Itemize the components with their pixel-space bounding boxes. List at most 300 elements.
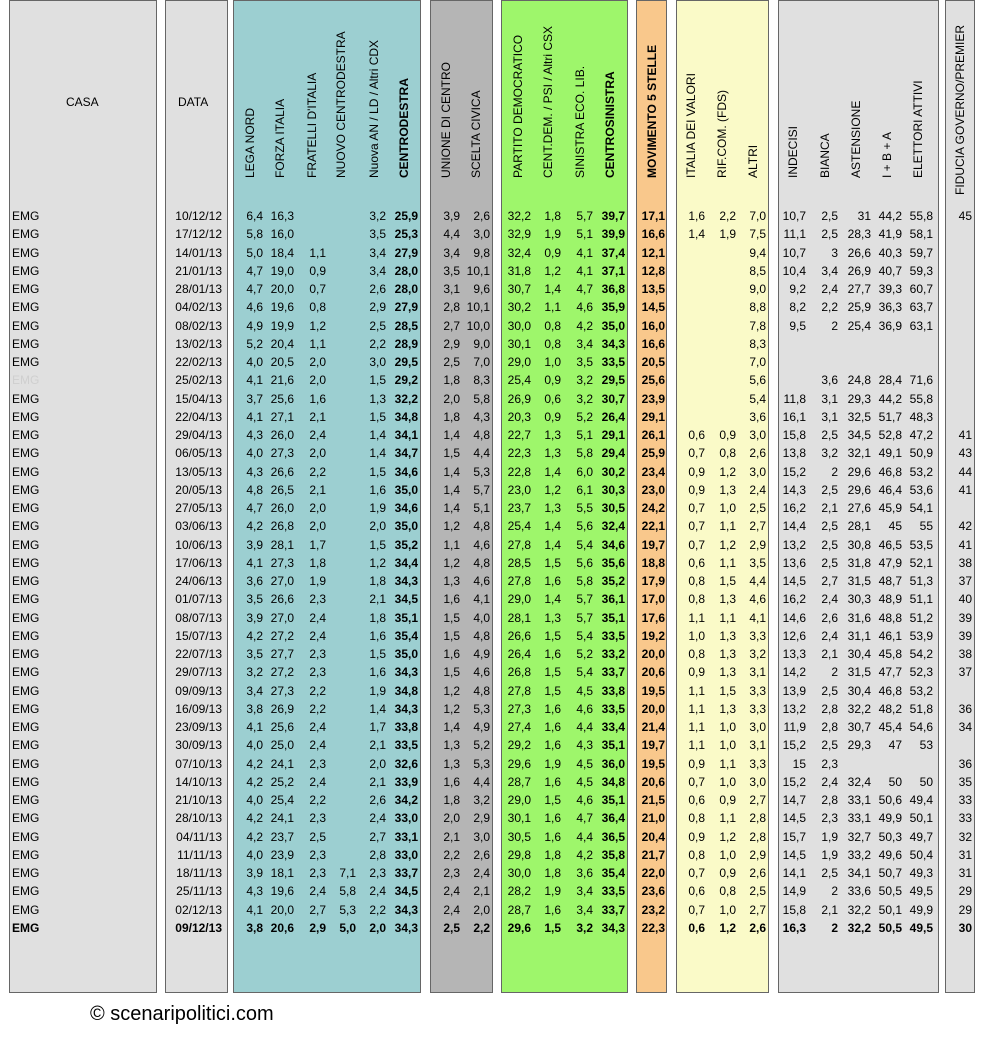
cell-fiducia: 45 bbox=[958, 209, 972, 223]
cell-centrodestra: 34,3 bbox=[394, 701, 418, 716]
cell-idv: 0,8 bbox=[688, 847, 705, 862]
cell-sel: 4,5 bbox=[576, 774, 593, 789]
cell-idv: 0,7 bbox=[688, 902, 705, 917]
cell-elettori: 50,4 bbox=[909, 847, 933, 862]
cell-altri: 3,5 bbox=[749, 555, 766, 570]
cell-sc: 2,6 bbox=[473, 209, 490, 223]
cell-forza: 26,8 bbox=[270, 519, 294, 534]
cell-elettori: 51,1 bbox=[909, 592, 933, 607]
cell-astensione: 24,8 bbox=[847, 373, 871, 388]
cell-lega: 3,9 bbox=[246, 537, 263, 552]
cell-altri: 2,6 bbox=[749, 446, 766, 461]
cell-astensione: 32,2 bbox=[847, 701, 871, 716]
cell-altri: 3,0 bbox=[749, 464, 766, 479]
cell-centdem: 0,9 bbox=[544, 245, 561, 260]
cell-centdem: 1,4 bbox=[544, 464, 561, 479]
cell-astensione: 30,4 bbox=[847, 683, 871, 698]
cell-elettori: 49,5 bbox=[909, 884, 933, 899]
cell-casa: EMG bbox=[12, 464, 40, 479]
cell-elettori: 71,6 bbox=[909, 373, 933, 388]
cell-sel: 4,7 bbox=[576, 811, 593, 826]
cell-centrodestra: 34,3 bbox=[394, 665, 418, 680]
cell-indecisi: 11,1 bbox=[783, 227, 806, 242]
cell-m5s: 21,5 bbox=[641, 793, 665, 807]
cell-centrodestra: 35,0 bbox=[394, 482, 418, 497]
cell-elettori: 50,1 bbox=[909, 811, 933, 826]
cell-bianca: 1,9 bbox=[821, 847, 838, 862]
cell-udc: 1,8 bbox=[443, 409, 460, 424]
cell-forza: 19,9 bbox=[270, 318, 294, 333]
cell-sc: 5,7 bbox=[473, 482, 490, 497]
cell-lega: 4,7 bbox=[246, 501, 263, 515]
cell-bianca: 2,5 bbox=[821, 738, 838, 753]
cell-sel: 5,4 bbox=[576, 665, 593, 680]
cell-forza: 26,0 bbox=[270, 501, 294, 515]
cell-centrosinistra: 35,4 bbox=[601, 866, 625, 880]
cell-centdem: 1,6 bbox=[544, 829, 561, 844]
cell-centdem: 1,6 bbox=[544, 647, 561, 661]
cell-rif: 1,1 bbox=[719, 555, 736, 570]
cell-forza: 16,3 bbox=[270, 209, 294, 223]
cell-sel: 5,4 bbox=[576, 628, 593, 643]
cell-centdem: 1,6 bbox=[544, 811, 561, 826]
cell-casa: EMG bbox=[12, 793, 40, 807]
cell-sel: 3,4 bbox=[576, 336, 593, 351]
cell-astensione: 29,3 bbox=[847, 391, 871, 406]
cell-ibA: 50,1 bbox=[878, 902, 902, 917]
cell-elettori: 52,1 bbox=[909, 555, 933, 570]
cell-indecisi: 15,2 bbox=[782, 464, 806, 479]
cell-centrodestra: 34,2 bbox=[394, 793, 418, 807]
cell-bianca: 3,4 bbox=[821, 263, 838, 278]
cell-idv: 1,0 bbox=[688, 628, 705, 643]
cell-astensione: 33,1 bbox=[847, 793, 871, 807]
cell-centrosinistra: 33,4 bbox=[601, 720, 625, 734]
cell-forza: 19,6 bbox=[270, 300, 294, 315]
cell-nuova-an: 2,8 bbox=[369, 847, 386, 862]
cell-centdem: 0,6 bbox=[544, 391, 561, 406]
cell-sc: 7,0 bbox=[473, 355, 490, 369]
cell-forza: 20,0 bbox=[270, 902, 294, 917]
cell-nuova-an: 2,2 bbox=[369, 902, 386, 917]
cell-casa: EMG bbox=[12, 738, 40, 753]
cell-casa: EMG bbox=[12, 519, 40, 534]
cell-ibA: 46,5 bbox=[878, 537, 902, 552]
cell-pd: 27,8 bbox=[507, 574, 531, 588]
cell-udc: 1,5 bbox=[443, 446, 460, 461]
cell-nuova-an: 2,9 bbox=[369, 300, 386, 315]
cell-fdi: 2,3 bbox=[309, 847, 326, 862]
cell-data: 09/12/13 bbox=[175, 920, 222, 935]
cell-pd: 26,8 bbox=[507, 665, 531, 680]
cell-nuova-an: 2,1 bbox=[369, 738, 386, 753]
cell-udc: 1,3 bbox=[443, 574, 460, 588]
cell-nuova-an: 3,2 bbox=[369, 209, 386, 223]
cell-elettori: 55 bbox=[919, 519, 933, 534]
cell-pd: 20,3 bbox=[507, 409, 531, 424]
cell-pd: 30,7 bbox=[507, 282, 531, 296]
cell-sel: 5,6 bbox=[576, 555, 593, 570]
cell-elettori: 55,8 bbox=[909, 209, 933, 223]
cell-lega: 4,7 bbox=[246, 263, 263, 278]
cell-casa: EMG bbox=[12, 647, 40, 661]
cell-fiducia: 43 bbox=[958, 446, 972, 461]
cell-fdi: 2,3 bbox=[309, 866, 326, 880]
cell-ibA: 48,2 bbox=[878, 701, 902, 716]
cell-bianca: 2 bbox=[831, 464, 838, 479]
cell-casa: EMG bbox=[12, 336, 40, 351]
cell-centdem: 1,3 bbox=[544, 501, 561, 515]
cell-udc: 3,9 bbox=[443, 209, 460, 223]
cell-elettori: 54,6 bbox=[909, 720, 933, 734]
cell-elettori: 50 bbox=[919, 774, 933, 789]
cell-lega: 4,1 bbox=[246, 409, 263, 424]
cell-casa: EMG bbox=[12, 391, 40, 406]
cell-astensione: 31,6 bbox=[847, 610, 871, 625]
cell-centrodestra: 34,3 bbox=[394, 574, 418, 588]
cell-casa: EMG bbox=[12, 245, 40, 260]
cell-nuova-an: 1,5 bbox=[369, 537, 386, 552]
cell-centrosinistra: 35,1 bbox=[601, 610, 625, 625]
cell-ibA: 28,4 bbox=[878, 373, 902, 388]
cell-data: 18/11/13 bbox=[176, 866, 222, 880]
cell-casa: EMG bbox=[12, 884, 40, 899]
cell-centrosinistra: 39,7 bbox=[601, 209, 625, 223]
cell-m5s: 19,7 bbox=[641, 738, 665, 753]
cell-forza: 26,0 bbox=[270, 428, 294, 442]
cell-casa: EMG bbox=[12, 373, 40, 388]
cell-sc: 5,8 bbox=[473, 391, 490, 406]
cell-casa: EMG bbox=[12, 501, 40, 515]
cell-idv: 0,9 bbox=[688, 665, 705, 680]
cell-fiducia: 32 bbox=[958, 829, 972, 844]
cell-lega: 4,0 bbox=[246, 738, 263, 753]
cell-m5s: 19,7 bbox=[641, 537, 665, 552]
cell-nuova-an: 1,8 bbox=[369, 574, 386, 588]
cell-sel: 4,1 bbox=[576, 263, 593, 278]
cell-m5s: 26,1 bbox=[641, 428, 665, 442]
cell-m5s: 17,9 bbox=[641, 574, 665, 588]
cell-lega: 3,8 bbox=[246, 701, 263, 716]
cell-nuova-an: 1,3 bbox=[369, 391, 386, 406]
cell-sel: 4,2 bbox=[576, 318, 593, 333]
cell-data: 28/10/13 bbox=[175, 811, 222, 826]
cell-forza: 25,6 bbox=[270, 391, 294, 406]
cell-forza: 27,1 bbox=[270, 409, 294, 424]
cell-centdem: 1,9 bbox=[544, 884, 561, 899]
cell-udc: 2,1 bbox=[443, 829, 460, 844]
cell-idv: 0,7 bbox=[688, 774, 705, 789]
cell-centrodestra: 33,5 bbox=[394, 738, 418, 753]
cell-centrosinistra: 36,1 bbox=[601, 592, 625, 607]
cell-indecisi: 14,4 bbox=[782, 519, 806, 534]
cell-fdi: 2,3 bbox=[309, 647, 326, 661]
cell-centrodestra: 32,2 bbox=[394, 391, 418, 406]
cell-nuova-an: 1,4 bbox=[369, 428, 386, 442]
cell-astensione: 34,1 bbox=[847, 866, 871, 880]
cell-nuova-an: 2,1 bbox=[369, 774, 386, 789]
cell-idv: 0,7 bbox=[688, 501, 705, 515]
cell-altri: 4,1 bbox=[749, 610, 766, 625]
cell-sc: 4,9 bbox=[473, 647, 490, 661]
cell-pd: 30,0 bbox=[507, 318, 531, 333]
cell-nuova-an: 1,4 bbox=[369, 446, 386, 461]
cell-ibA: 46,1 bbox=[878, 628, 902, 643]
cell-centrodestra: 34,6 bbox=[394, 501, 418, 515]
cell-indecisi: 10,7 bbox=[782, 245, 806, 260]
cell-centrosinistra: 30,2 bbox=[601, 464, 625, 479]
cell-elettori: 51,2 bbox=[909, 610, 933, 625]
cell-lega: 4,2 bbox=[246, 774, 263, 789]
cell-m5s: 20,0 bbox=[641, 647, 665, 661]
cell-altri: 7,0 bbox=[749, 355, 766, 369]
cell-forza: 20,5 bbox=[270, 355, 294, 369]
cell-sc: 10,1 bbox=[466, 263, 490, 278]
cell-pd: 29,2 bbox=[507, 738, 531, 753]
cell-casa: EMG bbox=[12, 537, 40, 552]
cell-udc: 2,7 bbox=[443, 318, 460, 333]
cell-centrosinistra: 36,4 bbox=[601, 811, 625, 826]
cell-altri: 3,2 bbox=[749, 647, 766, 661]
cell-bianca: 2 bbox=[831, 318, 838, 333]
cell-centdem: 1,8 bbox=[544, 847, 561, 862]
cell-pd: 26,6 bbox=[507, 628, 531, 643]
cell-m5s: 23,0 bbox=[641, 482, 665, 497]
cell-data: 11/11/13 bbox=[177, 847, 222, 862]
cell-centrosinistra: 35,9 bbox=[601, 300, 625, 315]
cell-ibA: 46,8 bbox=[878, 464, 902, 479]
cell-casa: EMG bbox=[12, 446, 40, 461]
cell-sel: 3,5 bbox=[576, 355, 593, 369]
cell-nuova-an: 2,4 bbox=[369, 811, 386, 826]
cell-m5s: 25,9 bbox=[641, 446, 665, 461]
cell-lega: 3,5 bbox=[246, 592, 263, 607]
cell-sc: 4,8 bbox=[473, 555, 490, 570]
cell-idv: 0,9 bbox=[688, 756, 705, 771]
cell-centdem: 1,5 bbox=[544, 920, 561, 935]
cell-sc: 4,6 bbox=[473, 574, 490, 588]
cell-altri: 3,0 bbox=[749, 428, 766, 442]
cell-lega: 3,4 bbox=[246, 683, 263, 698]
cell-indecisi: 13,6 bbox=[782, 555, 806, 570]
cell-altri: 2,5 bbox=[749, 884, 766, 899]
cell-m5s: 23,9 bbox=[641, 391, 665, 406]
cell-fiducia: 30 bbox=[958, 920, 972, 935]
cell-udc: 2,5 bbox=[443, 920, 460, 935]
cell-fiducia: 31 bbox=[958, 847, 972, 862]
cell-m5s: 14,5 bbox=[641, 300, 665, 315]
cell-fdi: 2,4 bbox=[309, 610, 326, 625]
cell-sel: 5,5 bbox=[576, 501, 593, 515]
cell-bianca: 2,1 bbox=[821, 647, 838, 661]
cell-centrodestra: 34,3 bbox=[394, 920, 418, 935]
cell-forza: 25,0 bbox=[270, 738, 294, 753]
cell-nuova-an: 1,8 bbox=[369, 610, 386, 625]
cell-casa: EMG bbox=[12, 774, 40, 789]
cell-idv: 0,6 bbox=[688, 555, 705, 570]
cell-pd: 28,1 bbox=[507, 610, 531, 625]
cell-elettori: 54,1 bbox=[909, 501, 933, 515]
cell-centdem: 1,9 bbox=[544, 227, 561, 242]
cell-ibA: 49,9 bbox=[878, 811, 902, 826]
cell-centrodestra: 33,1 bbox=[394, 829, 418, 844]
cell-indecisi: 10,7 bbox=[782, 209, 806, 223]
cell-pd: 30,1 bbox=[507, 811, 531, 826]
cell-data: 22/07/13 bbox=[175, 647, 222, 661]
cell-m5s: 21,4 bbox=[641, 720, 665, 734]
cell-rif: 1,3 bbox=[719, 592, 736, 607]
cell-nuova-an: 1,5 bbox=[369, 464, 386, 479]
cell-fiducia: 33 bbox=[958, 811, 972, 826]
cell-sel: 5,4 bbox=[576, 537, 593, 552]
cell-sel: 5,1 bbox=[576, 428, 593, 442]
cell-centdem: 0,8 bbox=[544, 318, 561, 333]
cell-ibA: 49,6 bbox=[878, 847, 902, 862]
cell-centrodestra: 34,8 bbox=[394, 409, 418, 424]
cell-astensione: 34,5 bbox=[847, 428, 871, 442]
cell-forza: 25,4 bbox=[270, 793, 294, 807]
cell-sc: 4,8 bbox=[473, 519, 490, 534]
cell-sel: 4,6 bbox=[576, 793, 593, 807]
cell-elettori: 59,3 bbox=[909, 263, 933, 278]
cell-nuova-an: 3,0 bbox=[369, 355, 386, 369]
cell-m5s: 16,0 bbox=[641, 318, 665, 333]
cell-m5s: 24,2 bbox=[641, 501, 665, 515]
cell-altri: 2,8 bbox=[749, 829, 766, 844]
cell-pd: 23,7 bbox=[507, 501, 531, 515]
cell-elettori: 63,7 bbox=[909, 300, 933, 315]
cell-centdem: 1,6 bbox=[544, 701, 561, 716]
cell-altri: 2,5 bbox=[749, 501, 766, 515]
cell-fiducia: 39 bbox=[958, 610, 972, 625]
cell-pd: 32,2 bbox=[507, 209, 531, 223]
cell-sc: 4,8 bbox=[473, 628, 490, 643]
cell-pd: 28,7 bbox=[507, 774, 531, 789]
cell-sc: 4,0 bbox=[473, 610, 490, 625]
cell-nuova-an: 1,4 bbox=[369, 701, 386, 716]
cell-bianca: 2,4 bbox=[821, 592, 838, 607]
cell-sel: 5,7 bbox=[576, 610, 593, 625]
cell-data: 09/09/13 bbox=[175, 683, 222, 698]
cell-nuova-an: 3,4 bbox=[369, 263, 386, 278]
cell-astensione: 32,2 bbox=[847, 920, 871, 935]
cell-casa: EMG bbox=[12, 701, 40, 716]
cell-bianca: 2,4 bbox=[821, 282, 838, 296]
cell-elettori: 54,2 bbox=[909, 647, 933, 661]
cell-data: 17/12/12 bbox=[175, 227, 222, 242]
cell-data: 08/07/13 bbox=[175, 610, 222, 625]
cell-rif: 1,1 bbox=[719, 610, 736, 625]
cell-astensione: 27,7 bbox=[847, 282, 871, 296]
cell-data: 21/01/13 bbox=[175, 263, 222, 278]
cell-fdi: 1,1 bbox=[309, 245, 326, 260]
cell-fdi: 1,7 bbox=[309, 537, 326, 552]
cell-pd: 22,8 bbox=[507, 464, 531, 479]
cell-nuova-an: 2,0 bbox=[369, 756, 386, 771]
cell-fdi: 2,1 bbox=[309, 482, 326, 497]
cell-sel: 4,6 bbox=[576, 300, 593, 315]
cell-pd: 27,8 bbox=[507, 683, 531, 698]
cell-lega: 3,7 bbox=[246, 391, 263, 406]
cell-centrosinistra: 37,1 bbox=[601, 263, 625, 278]
cell-rif: 0,9 bbox=[719, 793, 736, 807]
cell-forza: 27,3 bbox=[270, 446, 294, 461]
cell-astensione: 30,4 bbox=[847, 647, 871, 661]
cell-forza: 18,4 bbox=[270, 245, 294, 260]
cell-fdi: 2,3 bbox=[309, 592, 326, 607]
cell-sc: 4,4 bbox=[473, 774, 490, 789]
cell-centrosinistra: 34,8 bbox=[601, 774, 625, 789]
cell-centrodestra: 28,0 bbox=[394, 263, 418, 278]
cell-udc: 1,6 bbox=[443, 647, 460, 661]
cell-centrodestra: 32,6 bbox=[394, 756, 418, 771]
cell-centrodestra: 25,9 bbox=[394, 209, 418, 223]
cell-pd: 25,4 bbox=[507, 519, 531, 534]
cell-centrosinistra: 29,4 bbox=[601, 446, 625, 461]
cell-m5s: 17,0 bbox=[641, 592, 665, 607]
cell-rif: 1,2 bbox=[719, 829, 736, 844]
cell-altri: 3,1 bbox=[749, 738, 766, 753]
cell-astensione: 29,6 bbox=[847, 482, 871, 497]
cell-fiducia: 39 bbox=[958, 628, 972, 643]
cell-bianca: 2,4 bbox=[821, 628, 838, 643]
cell-forza: 27,3 bbox=[270, 683, 294, 698]
cell-bianca: 2,5 bbox=[821, 428, 838, 442]
cell-centdem: 1,3 bbox=[544, 428, 561, 442]
cell-bianca: 2,6 bbox=[821, 610, 838, 625]
cell-astensione: 32,2 bbox=[847, 902, 871, 917]
cell-ibA: 40,3 bbox=[878, 245, 902, 260]
cell-fdi: 2,7 bbox=[309, 902, 326, 917]
cell-fiducia: 41 bbox=[958, 537, 972, 552]
cell-nuova-an: 1,6 bbox=[369, 628, 386, 643]
cell-astensione: 30,3 bbox=[847, 592, 871, 607]
cell-indecisi: 14,7 bbox=[782, 793, 806, 807]
cell-nuova-an: 1,9 bbox=[369, 501, 386, 515]
cell-m5s: 16,6 bbox=[641, 336, 665, 351]
cell-elettori: 63,1 bbox=[909, 318, 933, 333]
cell-sc: 4,3 bbox=[473, 409, 490, 424]
cell-data: 10/12/12 bbox=[175, 209, 222, 223]
cell-indecisi: 9,5 bbox=[789, 318, 806, 333]
cell-casa: EMG bbox=[12, 355, 40, 369]
cell-rif: 2,2 bbox=[719, 209, 736, 223]
cell-indecisi: 14,2 bbox=[782, 665, 806, 680]
cell-altri: 2,6 bbox=[749, 866, 766, 880]
cell-bianca: 2,8 bbox=[821, 701, 838, 716]
cell-m5s: 20,4 bbox=[641, 829, 665, 844]
cell-centrodestra: 34,4 bbox=[394, 555, 418, 570]
cell-udc: 1,1 bbox=[443, 537, 460, 552]
cell-fdi: 2,0 bbox=[309, 355, 326, 369]
cell-sc: 5,3 bbox=[473, 756, 490, 771]
cell-elettori: 53,2 bbox=[909, 683, 933, 698]
cell-bianca: 2,2 bbox=[821, 300, 838, 315]
cell-forza: 25,2 bbox=[270, 774, 294, 789]
cell-forza: 24,1 bbox=[270, 811, 294, 826]
cell-casa: EMG bbox=[12, 592, 40, 607]
cell-idv: 0,7 bbox=[688, 519, 705, 534]
cell-sc: 4,9 bbox=[473, 720, 490, 734]
cell-sel: 5,8 bbox=[576, 446, 593, 461]
cell-idv: 1,4 bbox=[688, 227, 705, 242]
cell-indecisi: 11,8 bbox=[783, 391, 806, 406]
cell-pd: 29,0 bbox=[507, 793, 531, 807]
cell-nuova-an: 1,6 bbox=[369, 482, 386, 497]
cell-centrosinistra: 35,1 bbox=[601, 738, 625, 753]
cell-pd: 28,5 bbox=[507, 555, 531, 570]
cell-astensione: 33,1 bbox=[847, 811, 871, 826]
